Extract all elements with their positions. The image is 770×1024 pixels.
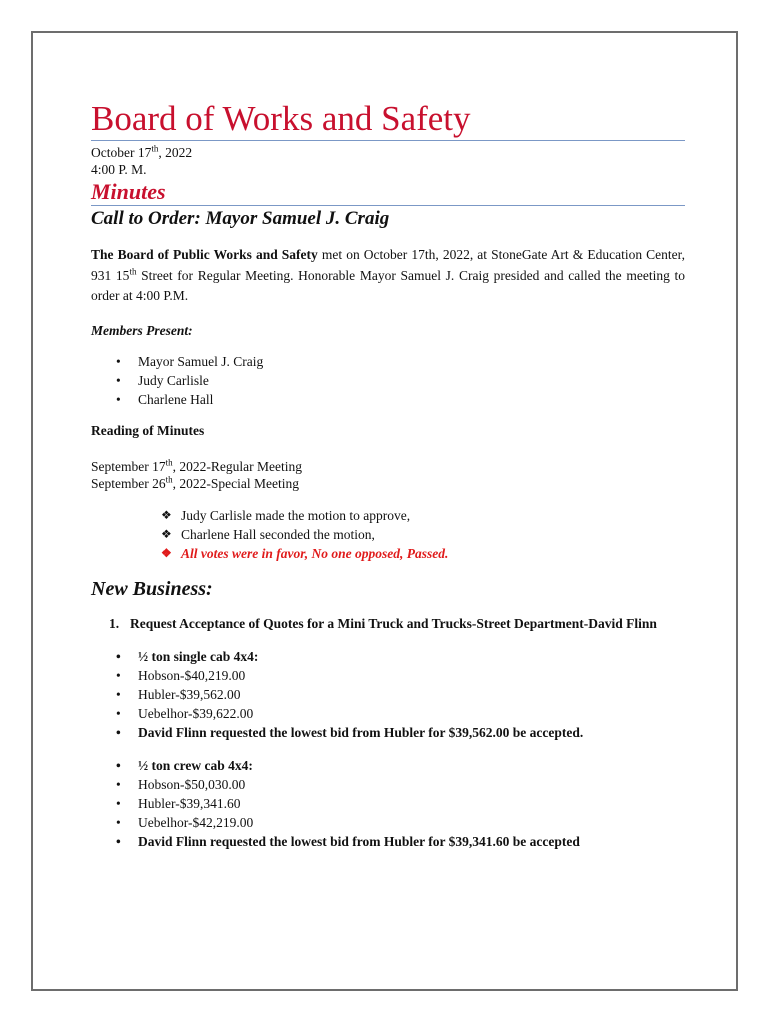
meeting-date: October 17th, 2022 [91, 143, 193, 160]
diamond-bullet-icon: ❖ [161, 545, 172, 560]
members-heading: Members Present: [91, 322, 193, 338]
list-item: • Mayor Samuel J. Craig [116, 353, 264, 369]
document-page [31, 31, 738, 991]
bullet-icon: • [116, 686, 121, 702]
list-item: • Uebelhor-$42,219.00 [116, 814, 254, 830]
item-number: 1. [109, 615, 120, 631]
list-item: ❖ All votes were in favor, No one opposed, Passed. [161, 545, 449, 561]
intro-paragraph: The Board of Public Works and Safety met on October 17th, 2022, at StoneGate Art & Education Center, 931 15th Street for Regular Meeting. Honorable Mayor Samuel J. Craig presided and called the meeting to order at 4:00 P.M. [91, 247, 685, 303]
list-item: September 26th, 2022-Special Meeting [91, 474, 299, 491]
bullet-icon: • [116, 833, 121, 849]
list-item: • Hubler-$39,562.00 [116, 686, 241, 702]
bullet-icon: • [116, 757, 121, 773]
list-item: • David Flinn requested the lowest bid from Hubler for $39,562.00 be accepted. [116, 724, 584, 740]
meeting-meta [91, 144, 685, 178]
bullet-icon: • [116, 724, 121, 740]
item-text: Request Acceptance of Quotes for a Mini Truck and Trucks-Street Department-David Flinn [130, 615, 657, 631]
list-item: • Hobson-$40,219.00 [116, 667, 246, 683]
list-item: • David Flinn requested the lowest bid from Hubler for $39,341.60 be accepted [116, 833, 580, 849]
motions-list [91, 506, 685, 563]
list-item: • ½ ton single cab 4x4: [116, 648, 259, 664]
reading-heading: Reading of Minutes [91, 422, 205, 438]
bullet-icon: • [116, 391, 121, 407]
list-item: ❖ Charlene Hall seconded the motion, [161, 526, 375, 542]
list-item: • Charlene Hall [116, 391, 214, 407]
diamond-bullet-icon: ❖ [161, 507, 172, 522]
bullet-icon: • [116, 372, 121, 388]
list-item: • ½ ton crew cab 4x4: [116, 757, 253, 773]
list-item: ❖ Judy Carlisle made the motion to approve, [161, 507, 411, 523]
meeting-time: 4:00 P. M. [91, 162, 147, 177]
members-list [91, 352, 685, 409]
list-item: • Judy Carlisle [116, 372, 209, 388]
list-item: September 17th, 2022-Regular Meeting [91, 457, 302, 474]
bullet-icon: • [116, 667, 121, 683]
bullet-icon: • [116, 648, 121, 664]
bullet-icon: • [116, 705, 121, 721]
bid-group-1 [91, 647, 685, 742]
list-item: • Uebelhor-$39,622.00 [116, 705, 254, 721]
bullet-icon: • [116, 795, 121, 811]
readings-list [91, 458, 685, 492]
list-item: • Hubler-$39,341.60 [116, 795, 241, 811]
bullet-icon: • [116, 353, 121, 369]
document-title: Board of Works and Safety [91, 99, 685, 141]
minutes-heading: Minutes [91, 179, 685, 206]
document-content [91, 99, 685, 851]
bullet-icon: • [116, 814, 121, 830]
list-item: • Hobson-$50,030.00 [116, 776, 246, 792]
bid-group-2 [91, 756, 685, 851]
bullet-icon: • [116, 776, 121, 792]
call-to-order-heading: Call to Order: Mayor Samuel J. Craig [91, 208, 390, 229]
new-business-heading: New Business: [91, 577, 213, 600]
diamond-bullet-icon: ❖ [161, 526, 172, 541]
agenda-item [91, 615, 685, 633]
